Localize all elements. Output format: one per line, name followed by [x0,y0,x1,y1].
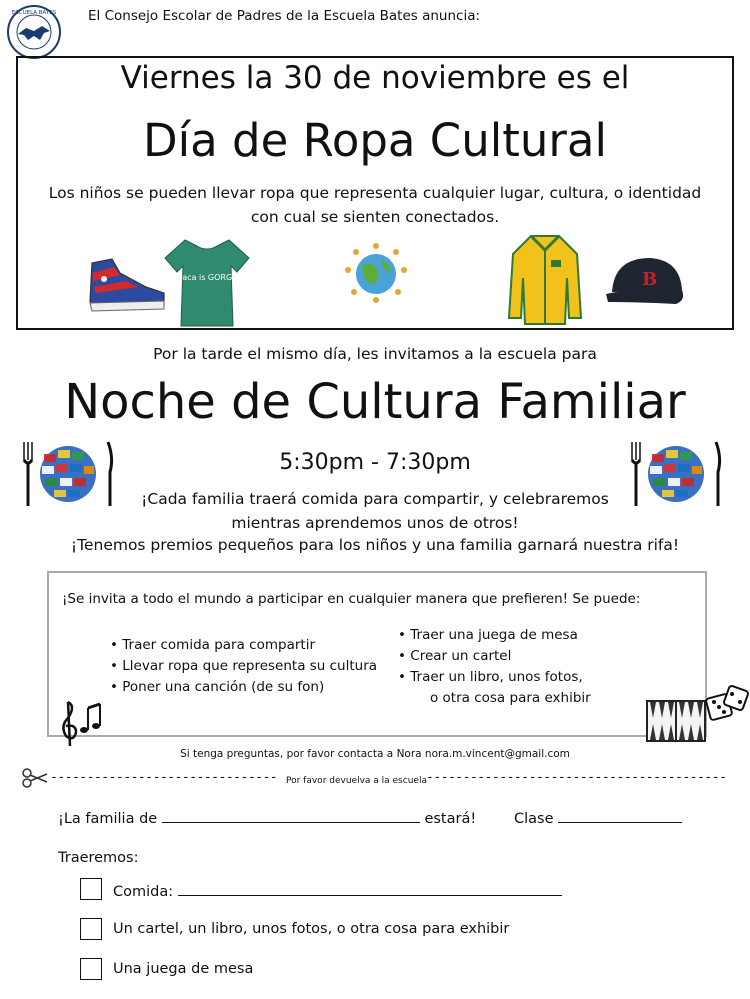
backgammon-icon [646,700,706,742]
list-item: • Crear un cartel [398,646,591,667]
night-title: Noche de Cultura Familiar [64,374,686,430]
sneaker-icon [86,253,168,313]
class-label: Clase [514,811,554,827]
family-line [58,808,476,827]
family-name-field[interactable] [162,808,420,823]
family-prefix: ¡La familia de [58,811,158,827]
family-suffix: estará! [424,811,477,827]
list-item: • Traer comida para compartir [110,635,377,656]
invite-intro: ¡Se invita a todo el mundo a participar en cualquier manera que prefieren! Se puede: [62,591,641,607]
scissors-icon [22,768,48,788]
jacket-icon [507,232,583,328]
cut-label: Por favor devuelva a la escuela [286,776,427,786]
dice-icon [704,682,750,730]
exhibit-checkbox[interactable] [80,918,102,940]
game-checkbox[interactable] [80,958,102,980]
announce-line: El Consejo Escolar de Padres de la Escuela Bates anuncia: [88,8,481,24]
night-food-line: ¡Cada familia traerá comida para compartir, y celebraremos mientras aprendemos unos de otros! [141,490,609,532]
night-prize-line: ¡Tenemos premios pequeños para los niños y una familia garnará nuestra rifa! [70,536,680,554]
night-intro: Por la tarde el mismo día, les invitamos a la escuela para [153,345,597,363]
globe-kids-icon [336,240,416,304]
night-time: 5:30pm - 7:30pm [279,450,471,475]
dash-right: ----------------------------------------- [426,770,727,785]
list-item-continuation: o otra cosa para exhibir [430,690,591,706]
dash-left: ------------------------------- [50,770,278,785]
class-field[interactable] [558,808,682,823]
class-line [514,808,682,827]
contact-line: Si tenga preguntas, por favor contacta a Nora nora.m.vincent@gmail.com [180,748,570,760]
food-option-label: Comida: [113,884,174,900]
school-logo-icon [6,4,62,60]
food-option [113,881,562,900]
baseball-cap-icon [602,252,690,312]
bring-label: Traeremos: [58,850,139,866]
music-notes-icon [54,696,104,748]
list-item: • Traer una juega de mesa [398,625,591,646]
dress-day-date-line: Viernes la 30 de noviembre es el [120,60,630,96]
svg-text:B: B [642,269,658,290]
food-checkbox[interactable] [80,878,102,900]
dress-day-description: Los niños se pueden llevar ropa que representa cualquier lugar, cultura, o identidad con cual se sienten conectados. [48,184,702,226]
food-field[interactable] [178,881,562,896]
invite-left-list [110,635,377,698]
list-item: • Poner una canción (de su fon) [110,677,377,698]
dress-day-title: Día de Ropa Cultural [143,114,607,167]
tshirt-text: Ithaca is GORGES [171,273,243,282]
tshirt-icon [163,236,251,328]
cut-line [22,768,732,790]
list-item: • Llevar ropa que representa su cultura [110,656,377,677]
game-option-label: Una juega de mesa [113,961,254,977]
list-item: • Traer un libro, unos fotos, [398,667,591,688]
logo-text: ESCUELA BATES [11,10,57,16]
exhibit-option-label: Un cartel, un libro, unos fotos, o otra cosa para exhibir [113,921,510,937]
invite-right-list [398,625,591,709]
